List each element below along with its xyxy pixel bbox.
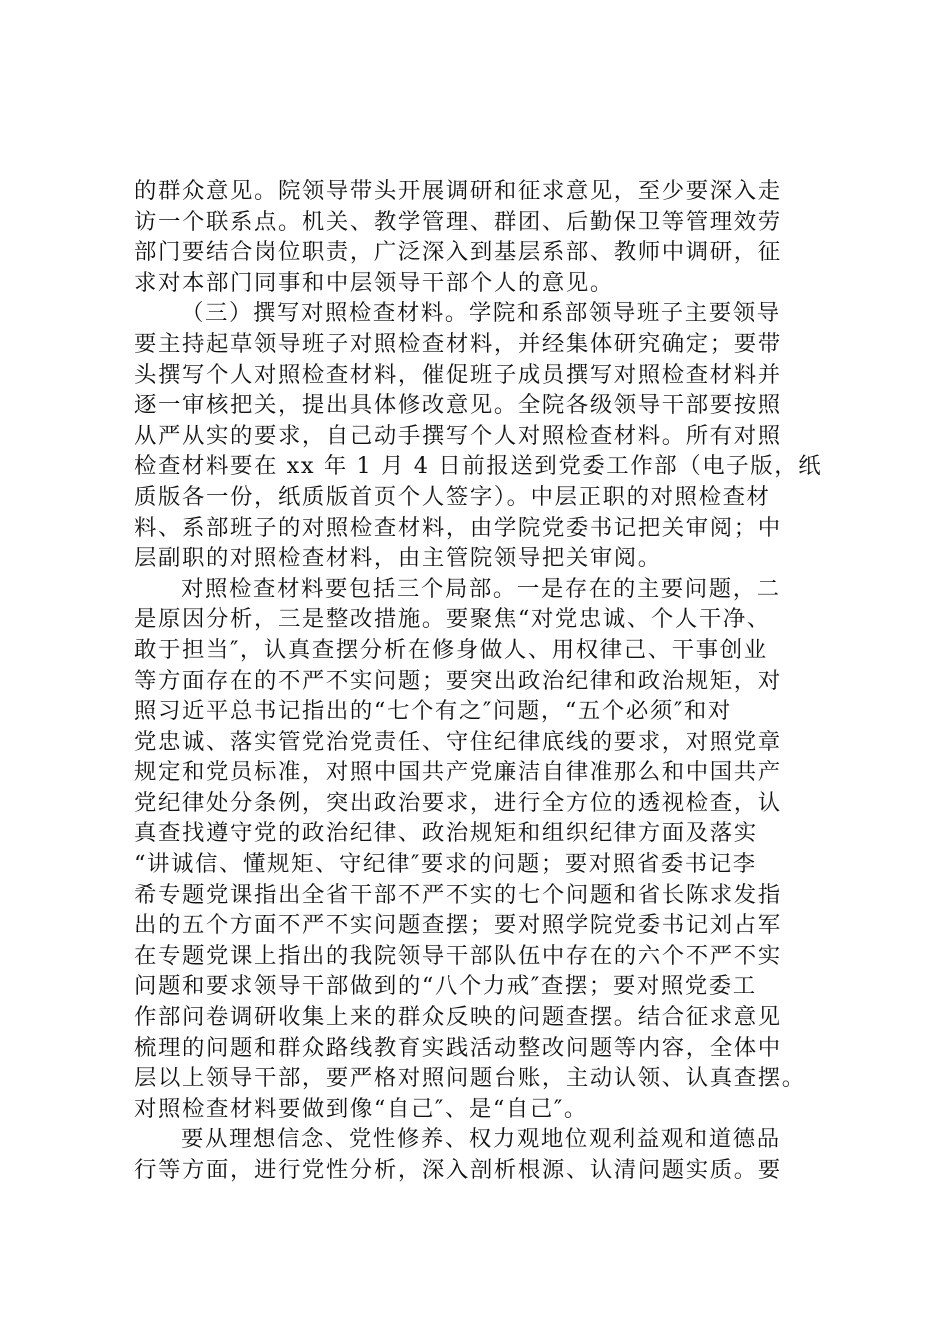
text-line: 是原因分析，三是整改措施。要聚焦“对党忠诚、个人干净、: [134, 606, 771, 633]
text-line: 料、系部班子的对照检查材料，由学院党委书记把关审阅；中: [134, 514, 782, 541]
text-line: 质版各一份，纸质版首页个人签字）。中层正职的对照检查材: [134, 483, 771, 510]
text-line: 党纪律处分条例，突出政治要求，进行全方位的透视检查，认: [134, 789, 782, 816]
text-line: 检查材料要在 xx 年 1 月 4 日前报送到党委工作部（电子版，纸: [134, 453, 823, 480]
text-line: 作部问卷调研收集上来的群众反映的问题查摆。结合征求意见: [134, 1004, 782, 1031]
text-line: 梳理的问题和群众路线教育实践活动整改问题等内容，全体中: [134, 1034, 782, 1061]
text-line: 在专题党课上指出的我院领导干部队伍中存在的六个不严不实: [134, 942, 782, 969]
text-line: 行等方面，进行党性分析，深入剖析根源、认清问题实质。要: [134, 1157, 782, 1183]
text-line: 对照检查材料要做到像“自己″、是“自己″。: [134, 1095, 588, 1122]
text-line: 规定和党员标准，对照中国共产党廉洁自律准那么和中国共产: [134, 759, 782, 786]
text-line: 真查找遵守党的政治纪律、政治规矩和组织纪律方面及落实: [134, 820, 758, 847]
text-line: 党忠诚、落实管党治党责任、守住纪律底线的要求，对照党章: [134, 728, 782, 755]
text-line: 希专题党课指出全省干部不严不实的七个问题和省长陈求发指: [134, 881, 782, 908]
paragraph-first-line: （三）撰写对照检查材料。学院和系部领导班子主要领导: [181, 300, 781, 327]
text-line: 敢于担当″，认真查摆分析在修身做人、用权律己、干事创业: [134, 636, 768, 663]
text-line: 部门要结合岗位职责，广泛深入到基层系部、教师中调研，征: [134, 239, 782, 266]
text-line: 问题和要求领导干部做到的“八个力戒″查摆；要对照党委工: [134, 973, 757, 1000]
text-line: 层副职的对照检查材料，由主管院领导把关审阅。: [134, 545, 662, 572]
text-line: 从严从实的要求，自己动手撰写个人对照检查材料。所有对照: [134, 422, 782, 449]
text-line: 头撰写个人对照检查材料，催促班子成员撰写对照检查材料并: [134, 361, 782, 388]
text-line: 等方面存在的不严不实问题；要突出政治纪律和政治规矩，对: [134, 667, 782, 694]
paragraph-first-line: 对照检查材料要包括三个局部。一是存在的主要问题，二: [181, 575, 781, 602]
paragraph-first-line: 要从理想信念、党性修养、权力观地位观利益观和道德品: [181, 1126, 781, 1153]
text-line: 的群众意见。院领导带头开展调研和征求意见，至少要深入走: [134, 178, 782, 204]
text-line: 照习近平总书记指出的“七个有之″问题，“五个必须″和对: [134, 698, 732, 725]
text-line: “讲诚信、懂规矩、守纪律″要求的问题；要对照省委书记李: [134, 851, 757, 878]
text-line: 访一个联系点。机关、教学管理、群团、后勤保卫等管理效劳: [134, 208, 782, 235]
text-line: 逐一审核把关，提出具体修改意见。全院各级领导干部要按照: [134, 392, 782, 419]
text-line: 层以上领导干部，要严格对照问题台账，主动认领、认真查摆。: [134, 1065, 806, 1092]
text-line: 出的五个方面不严不实问题查摆；要对照学院党委书记刘占军: [134, 912, 782, 939]
text-line: 求对本部门同事和中层领导干部个人的意见。: [134, 269, 614, 296]
text-line: 要主持起草领导班子对照检查材料，并经集体研究确定；要带: [134, 330, 782, 357]
body-text: [134, 176, 834, 1186]
